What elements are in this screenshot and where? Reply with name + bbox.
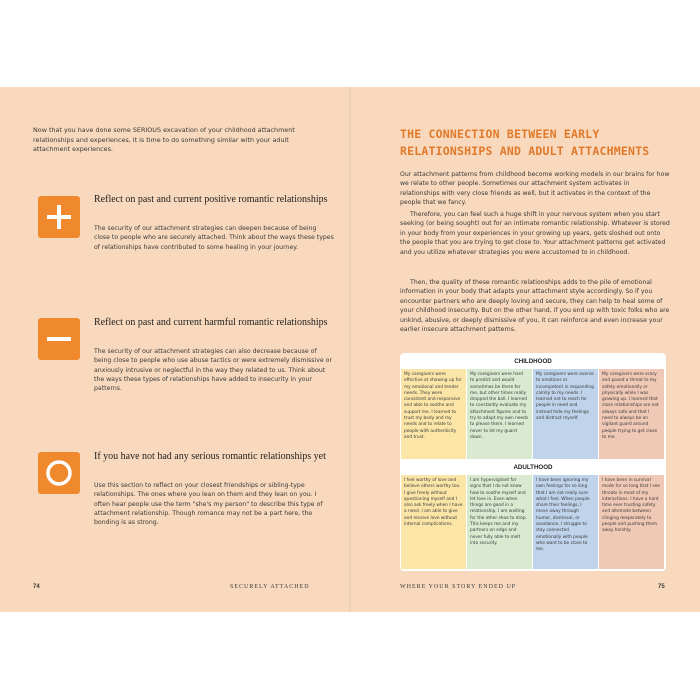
childhood-cell-4: My caregivers were scary and posed a threat to my safety emotionally or physically while I was growing up. I learned that close relationships are not always safe and that I need to always be on vigilant guard around people trying to get close to me. [599,369,664,459]
adulthood-cell-3: I have been ignoring my own feelings for so long that I am not really sure what I feel. When people share their feelings, I move away through humor, dismissal, or avoidance. I struggle to stay connected emotionally with people who want to be close to me. [533,475,598,569]
plus-icon [38,196,80,238]
section-body-no-relationships: Use this section to reflect on your closest friendships or sibling-type relationships. The ones where you lean on them and they lean on you. I often hear people use the term "she's my person" to describe this type of attachment relationship. Though romance may not be a part here, the bonding is as strong. [94,482,323,527]
adulthood-cell-1: I feel worthy of love and believe others worthy too. I give freely without questioning myself and I also ask freely when I have a need. I am able to give and receive love without internal complications. [401,475,466,569]
adulthood-cell-2: I am hypervigilant for signs that I do not know how to soothe myself and let love in. Even when things are good in a relationship, I am waiting for the other shoe to drop. This keeps me and my partners on edge and never fully able to melt into security. [467,475,532,569]
childhood-cell-2: My caregivers were hard to predict and would sometimes be there for me, but other times really dropped the ball. I learned to constantly evaluate my attachment figures and to try to adapt my own needs to please them. I learned never to let my guard down. [467,369,532,459]
adulthood-label: ADULTHOOD [513,464,553,471]
minus-icon [38,318,80,360]
adulthood-cell-4: I have been in survival mode for so long that I see threats in most of my interactions. I have a hard time ever trusting safety and alternate between clinging desperately to people and pushing them away harshly. [599,475,664,569]
page-number-left: 74 [33,584,40,590]
section-body-harmful: The security of our attachment strategies can also decrease because of being close to people who use abuse tactics or were extremely dismissive or anxiously intrusive or neglectful in the way they related to us. Think about the ways these types of relationships have added to insecurity in your patterns. [94,348,333,393]
childhood-cell-3: My caregivers were averse to emotions or incompetent in responding calmly to my needs. I learned not to reach for people in need and instead hide my feelings and distract myself. [533,369,598,459]
circle-icon [38,452,80,494]
paragraph-2: Therefore, you can feel such a huge shift in your nervous system when you start seeking (or being sought) out for an intimate romantic relationship. Whatever is stored in your body from your experiences in your growing up years, gets sloshed out onto the people that you are trying to get close to. Your attachment patterns get activated and you utilize whatever strategies you were accustomed to in childhood. [400,211,670,256]
attachment-chart [400,353,666,571]
section-heading: THE CONNECTION BETWEEN EARLY RELATIONSHIPS AND ADULT ATTACHMENTS [400,127,650,158]
book-gutter [349,87,351,612]
section-body-positive: The security of our attachment strategies can deepen because of being close to people who are securely attached. Think about the ways these types of relationships have contributed to some healing in your journey. [94,225,334,251]
running-title-left: SECURELY ATTACHED [230,584,310,590]
paragraph-1: Our attachment patterns from childhood become working models in our brains for how we relate to other people. Sometimes our attachment system activates in relationships with very close friends as well, but it activates in the context of the people that we fancy. [400,171,670,207]
running-title-right: WHERE YOUR STORY ENDED UP [400,584,517,590]
childhood-label: CHILDHOOD [514,358,552,365]
left-intro: Now that you have done some SERIOUS excavation of your childhood attachment relationships and experiences, it is time to do something similar with your adult attachment experiences. [33,126,295,154]
section-title-no-relationships: If you have not had any serious romantic relationships yet [94,451,326,462]
childhood-cell-1: My caregivers were effective at showing up for my emotional and tender needs. They were consistent and responsive and able to soothe and support me. I learned to trust my body and my needs and to relate to people with authenticity and trust. [401,369,466,459]
paragraph-3: Then, the quality of these romantic relationships adds to the pile of emotional information in your body that adapts your attachment style accordingly. So if you encounter partners who are deeply loving and secure, they can help to heal some of your childhood insecurity. But on the other hand, if you end up with toxic folks who are unkind, abusive, or deeply dismissive of you, it can reinforce and even increase your earlier insecure attachment patterns. [400,279,670,334]
section-title-positive: Reflect on past and current positive romantic relationships [94,194,328,205]
page-number-right: 75 [658,584,665,590]
section-title-harmful: Reflect on past and current harmful romantic relationships [94,317,328,328]
